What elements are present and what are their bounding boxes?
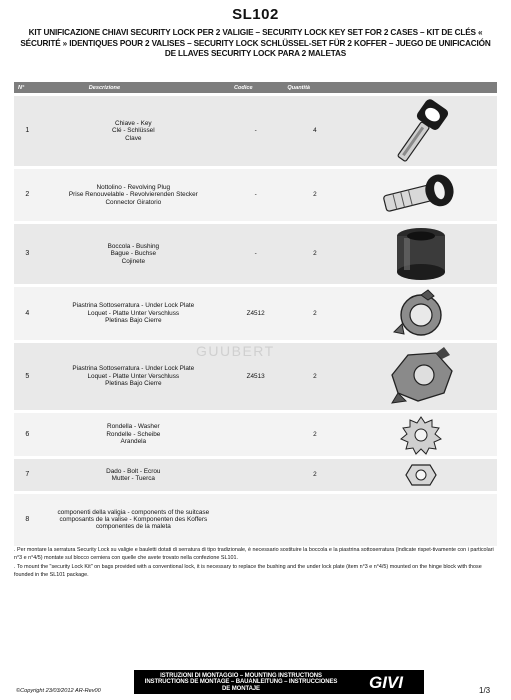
row-number: 1 xyxy=(14,95,41,168)
bushing-icon xyxy=(386,224,456,284)
row-code: - xyxy=(226,95,285,168)
description-line: Pletinas Bajo Cierre xyxy=(105,380,162,388)
table-row xyxy=(14,412,497,458)
row-quantity: 2 xyxy=(285,342,344,412)
row-image xyxy=(344,286,497,342)
footer-title-line: DE MONTAJE xyxy=(222,685,260,692)
page-number: 1/3 xyxy=(479,686,491,695)
table-row xyxy=(14,168,497,223)
description-line: Boccola - Bushing xyxy=(107,242,160,250)
description-line: Nottolino - Revolving Plug xyxy=(96,183,171,191)
header-description: Descrizione xyxy=(41,82,226,95)
description-line: Pletinas Bajo Cierre xyxy=(105,317,162,325)
header-number: N° xyxy=(14,82,41,95)
document-subtitle: KIT UNIFICAZIONE CHIAVI SECURITY LOCK PER 2 VALIGIE – SECURITY LOCK KEY SET FOR 2 CASES – KIT DE CLÉS « SÉCURITÉ » IDENTIQUES POUR 2 VALISES – SECURITY LOCK SCHLÜSSEL-SET FÜR 2 KOFFER – JUEGO DE UNIFICACIÓN DE LLAVES SECURITY LOCK PARA 2 MALETAS xyxy=(20,28,491,58)
description-line: Connector Giratorio xyxy=(105,198,162,206)
row-number: 8 xyxy=(14,493,41,546)
row-description xyxy=(41,286,226,342)
row-quantity: 2 xyxy=(285,458,344,493)
row-quantity xyxy=(285,493,344,546)
description-line: Chiave - Key xyxy=(115,119,152,127)
description-line: Clé - Schlüssel xyxy=(112,127,155,135)
description-line: Mutter - Tuerca xyxy=(111,475,155,482)
row-number: 4 xyxy=(14,286,41,342)
row-image xyxy=(344,342,497,412)
row-description xyxy=(41,458,226,493)
row-quantity: 2 xyxy=(285,412,344,458)
description-line: Rondella - Washer xyxy=(106,423,160,431)
row-image xyxy=(344,95,497,168)
description-line: Clave xyxy=(125,134,142,142)
row-number: 2 xyxy=(14,168,41,223)
table-row xyxy=(14,95,497,168)
note-english: . To mount the "security Lock Kit" on bags provided with a conventional lock, it is necessary to replace the bushing and the under lock plate (item n°3 e n°4/5) mounted on the hinge block with those founded in the SL101 package. xyxy=(14,563,482,579)
header-image xyxy=(344,82,497,95)
description-line: Piastrina Sottoserratura - Under Lock Plate xyxy=(72,365,195,373)
row-code xyxy=(226,412,285,458)
givi-logo-icon xyxy=(354,672,418,692)
row-code: - xyxy=(226,223,285,286)
note-italian: . Per montare la serratura Security Lock su valigie e bauletti dotati di serratura di tipo tradizionale, è necessario sostituire la boccola e la piastrina sottoserratura (indicate rispet-tivamente con i particolari n°3 e n°4/5) montate sul blocco cerniera con quelle che avete trovato nella confezione SL101. xyxy=(14,547,494,562)
row-number: 5 xyxy=(14,342,41,412)
row-description xyxy=(41,168,226,223)
assembly-notes xyxy=(14,546,497,580)
row-quantity: 2 xyxy=(285,168,344,223)
row-image xyxy=(344,493,497,546)
description-line: Cojinete xyxy=(121,257,146,265)
row-description xyxy=(41,493,226,546)
watermark: GUUBERT xyxy=(196,343,275,359)
description-line: Prise Renouvelable - Revolvierenden Stecker xyxy=(68,191,198,199)
row-image xyxy=(344,412,497,458)
description-line: Arandela xyxy=(120,438,147,446)
description-line: composants de la valise - Komponenten des Koffers xyxy=(59,516,208,524)
table-row xyxy=(14,493,497,546)
table-row xyxy=(14,286,497,342)
document-code: SL102 xyxy=(232,6,279,23)
row-number: 7 xyxy=(14,458,41,493)
row-description xyxy=(41,95,226,168)
description-line: Bague - Buchse xyxy=(110,250,157,258)
header-quantity: Quantità xyxy=(285,82,344,95)
parts-table xyxy=(14,82,497,546)
description-line: componentes de la maleta xyxy=(95,523,171,531)
row-image xyxy=(344,168,497,223)
row-description xyxy=(41,223,226,286)
under-lock-plate-icon xyxy=(386,288,456,340)
washer-icon xyxy=(399,415,443,455)
row-image xyxy=(344,458,497,493)
copyright: ©Copyright 23/03/2012 AR-Rev00 xyxy=(16,688,101,694)
description-line: Loquet - Platte Unter Verschluss xyxy=(87,372,180,380)
nut-icon xyxy=(404,461,438,489)
description-line: Piastrina Sottoserratura - Under Lock Plate xyxy=(72,302,195,310)
row-code: Z4512 xyxy=(226,286,285,342)
row-number: 3 xyxy=(14,223,41,286)
key-icon xyxy=(381,98,461,164)
row-code: - xyxy=(226,168,285,223)
under-lock-plate-alt-icon xyxy=(378,345,464,409)
revolving-plug-icon xyxy=(376,173,466,217)
description-line: Dado - Bolt - Ecrou xyxy=(106,467,161,475)
table-row xyxy=(14,458,497,493)
row-number: 6 xyxy=(14,412,41,458)
description-line: Loquet - Platte Unter Verschluss xyxy=(87,309,180,317)
footer-titles xyxy=(134,673,348,692)
row-code: Z4513 xyxy=(226,342,285,412)
row-description xyxy=(41,412,226,458)
description-line: componenti della valigia - components of the suitcase xyxy=(57,508,210,516)
table-header-row xyxy=(14,82,497,95)
footer-title-bar xyxy=(134,670,424,694)
footer-title-line: INSTRUCTIONS DE MONTAGE – BAUANLEITUNG – INSTRUCCIONES xyxy=(144,679,338,686)
row-quantity: 2 xyxy=(285,223,344,286)
description-line: Rondelle - Scheibe xyxy=(106,430,161,438)
footer-title-line: ISTRUZIONI DI MONTAGGIO – MOUNTING INSTRUCTIONS xyxy=(160,673,322,679)
row-image xyxy=(344,223,497,286)
table-row xyxy=(14,223,497,286)
row-code xyxy=(226,458,285,493)
logo-text: GIVI xyxy=(368,673,404,692)
row-code xyxy=(226,493,285,546)
header-code: Codice xyxy=(226,82,285,95)
row-quantity: 4 xyxy=(285,95,344,168)
row-quantity: 2 xyxy=(285,286,344,342)
